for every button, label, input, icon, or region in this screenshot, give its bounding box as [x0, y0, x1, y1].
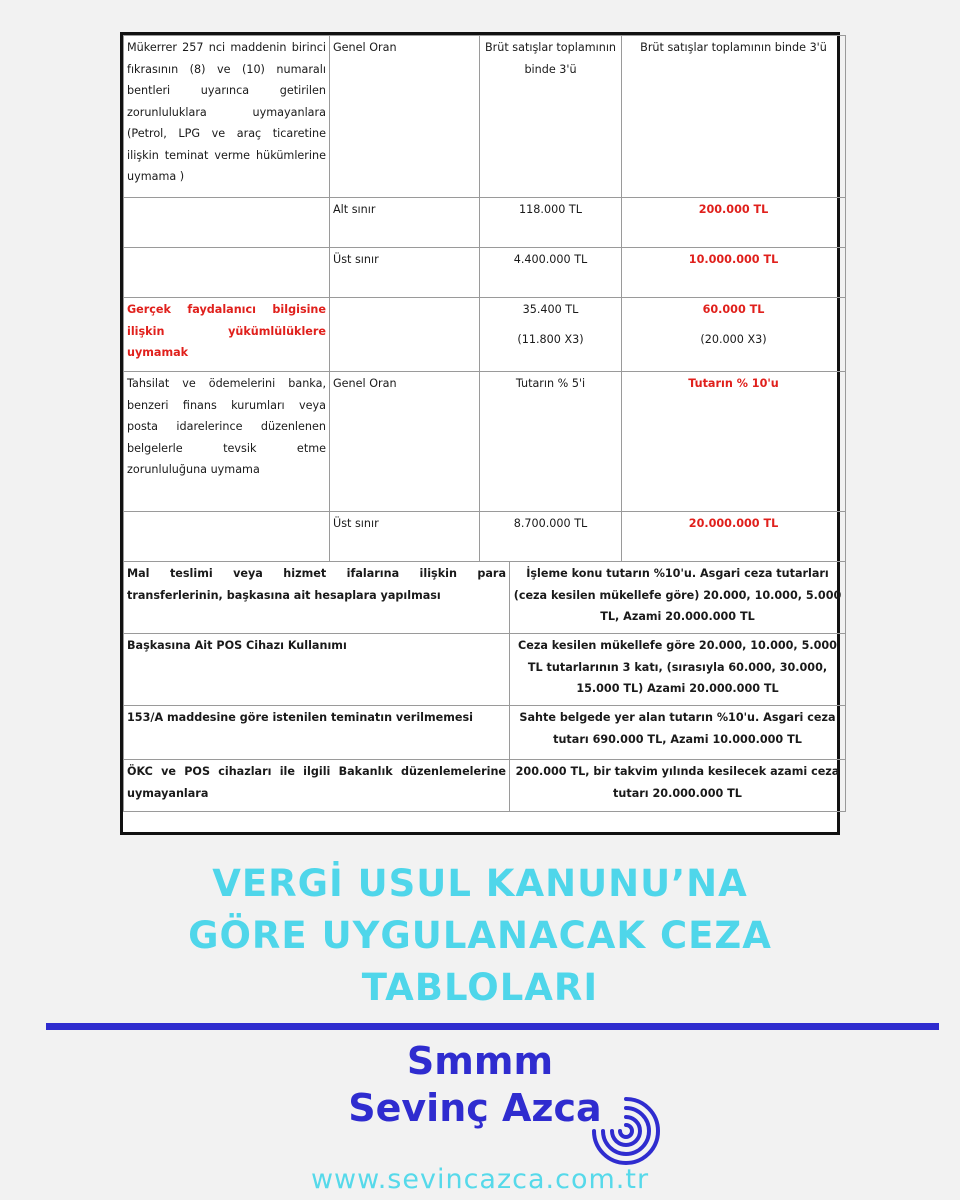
concentric-arcs-icon [586, 1091, 666, 1171]
table-cell-old-value [480, 298, 622, 372]
table-row [124, 198, 846, 248]
brand-title: Smmm [406, 1039, 554, 1083]
table-cell-old-value: 8.700.000 TL [480, 512, 622, 562]
page-title [0, 858, 960, 1014]
new-value-amount: 60.000 TL [702, 303, 765, 316]
table-row [124, 248, 846, 298]
table-cell-description [124, 198, 330, 248]
title-line-1: VERGİ USUL KANUNU’NA [212, 862, 748, 905]
table-cell-type: Alt sınır [330, 198, 480, 248]
table-row [124, 372, 846, 512]
table-cell-penalty: Ceza kesilen mükellefe göre 20.000, 10.000, 5.000 TL tutarlarının 3 katı, (sırasıyla 60.000, 30.000, 15.000 TL) Azami 20.000.000 TL [510, 634, 846, 706]
table-cell-description [124, 248, 330, 298]
table-cell-description: 153/A maddesine göre istenilen teminatın verilmemesi [124, 706, 510, 760]
table-cell-new-value: 200.000 TL [622, 198, 846, 248]
table-row [124, 512, 846, 562]
table-cell-description: Mükerrer 257 nci maddenin birinci fıkrasının (8) ve (10) numaralı bentleri uyarınca getirilen zorunluluklara uymayanlara (Petrol, LPG ve araç ticaretine ilişkin teminat verme hükümlerine uymama ) [124, 36, 330, 198]
table-cell-old-value: 118.000 TL [480, 198, 622, 248]
table-cell-description: Mal teslimi veya hizmet ifalarına ilişkin para transferlerinin, başkasına ait hesaplara yapılması [124, 562, 510, 634]
table-cell-new-value: 10.000.000 TL [622, 248, 846, 298]
table-row [124, 562, 846, 634]
table-row [124, 706, 846, 760]
table-cell-old-value: 4.400.000 TL [480, 248, 622, 298]
penalty-table-document [120, 32, 840, 835]
penalty-table [123, 35, 846, 812]
table-cell-new-value: 20.000.000 TL [622, 512, 846, 562]
table-cell-type: Üst sınır [330, 512, 480, 562]
table-cell-type [330, 298, 480, 372]
table-cell-description: Gerçek faydalanıcı bilgisine ilişkin yükümlülüklere uymamak [124, 298, 330, 372]
table-cell-new-value: Brüt satışlar toplamının binde 3'ü [622, 36, 846, 198]
divider [46, 1023, 939, 1030]
table-row [124, 298, 846, 372]
website-link[interactable]: www.sevincazca.com.tr [310, 1164, 650, 1195]
table-cell-new-value [622, 298, 846, 372]
table-cell-description: Başkasına Ait POS Cihazı Kullanımı [124, 634, 510, 706]
table-row [124, 36, 846, 198]
table-cell-type: Üst sınır [330, 248, 480, 298]
old-value-amount: 35.400 TL [522, 303, 579, 316]
table-cell-type: Genel Oran [330, 372, 480, 512]
brand-name: Sevinç Azca [348, 1086, 602, 1130]
table-cell-description: ÖKC ve POS cihazları ile ilgili Bakanlık düzenlemelerine uymayanlara [124, 760, 510, 812]
old-value-formula: (11.800 X3) [517, 332, 584, 346]
table-cell-old-value: Brüt satışlar toplamının binde 3'ü [480, 36, 622, 198]
table-cell-type: Genel Oran [330, 36, 480, 198]
table-row [124, 634, 846, 706]
title-line-2: GÖRE UYGULANACAK CEZA [188, 914, 772, 957]
table-cell-description: Tahsilat ve ödemelerini banka, benzeri finans kurumları veya posta idarelerince düzenlenen belgelerle tevsik etme zorunluluğuna uymama [124, 372, 330, 512]
table-cell-penalty: İşleme konu tutarın %10'u. Asgari ceza tutarları (ceza kesilen mükellefe göre) 20.000, 10.000, 5.000 TL, Azami 20.000.000 TL [510, 562, 846, 634]
table-cell-penalty: Sahte belgede yer alan tutarın %10'u. Asgari ceza tutarı 690.000 TL, Azami 10.000.000 TL [510, 706, 846, 760]
title-line-3: TABLOLARI [361, 966, 599, 1009]
table-cell-new-value: Tutarın % 10'u [622, 372, 846, 512]
new-value-formula: (20.000 X3) [700, 332, 767, 346]
table-row [124, 760, 846, 812]
table-cell-description [124, 512, 330, 562]
table-cell-penalty: 200.000 TL, bir takvim yılında kesilecek azami ceza tutarı 20.000.000 TL [510, 760, 846, 812]
table-cell-old-value: Tutarın % 5'i [480, 372, 622, 512]
